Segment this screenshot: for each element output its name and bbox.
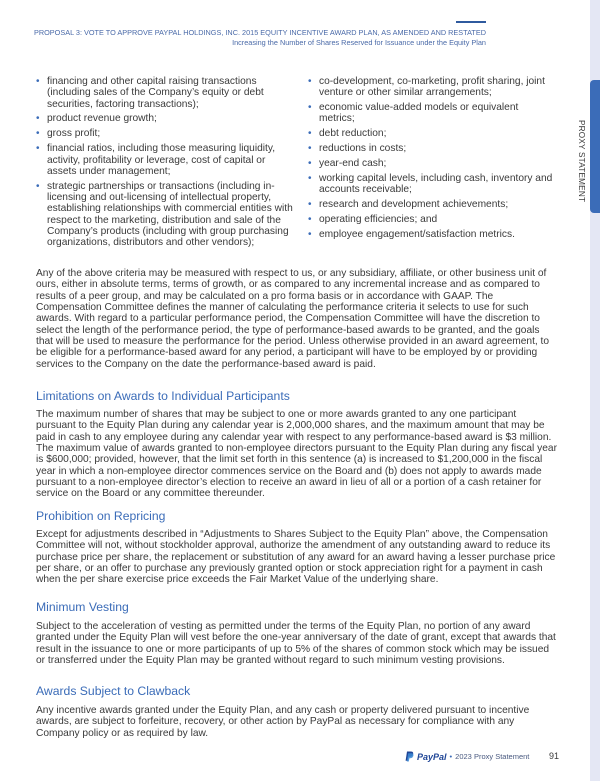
list-item: • research and development achievements;	[308, 199, 509, 211]
page-number: 91	[549, 751, 560, 761]
section-heading-vesting: Minimum Vesting	[36, 600, 129, 614]
bullet-icon: •	[36, 143, 40, 155]
section-body-limitations: The maximum number of shares that may be subject to one or more awards granted to any one participant pursuant to the Equity Plan during any calendar year is 2,000,000 shares, and the maximum amount that may be paid in cash to any employee during any calendar year with respect to any performance-based award is $3 million. The maximum value of awards granted to non-employee directors pursuant to the Equity Plan during any fiscal year is $600,000; provided, however, that the limit set forth in this sentence (a) is increased to $1,200,000 in the fiscal year in which a non-employee director commences service on the Board and (b) does not apply to awards made pursuant to a non-employee director’s election to receive an award in lieu of all or a portion of a cash retainer for service on the Board or any committee thereunder.	[36, 409, 557, 500]
section-heading-limitations: Limitations on Awards to Individual Participants	[36, 389, 290, 403]
bullet-icon: •	[308, 158, 312, 170]
page-footer	[405, 751, 529, 762]
list-item: • strategic partnerships or transactions (including in-licensing and out-licensing of intellectual property, establishing relationships with commercial entities with respect to the marketing, distribution and sale of the Company’s products (including with group purchasing organizations, distributors and other vendors);	[36, 180, 293, 249]
header-rule	[456, 21, 486, 23]
list-item: • co-development, co-marketing, profit sharing, joint venture or other similar arrangements;	[308, 76, 545, 99]
list-item: • year-end cash;	[308, 158, 387, 170]
bullet-icon: •	[308, 229, 312, 241]
bullet-icon: •	[308, 173, 312, 185]
list-item: • working capital levels, including cash, inventory and accounts receivable;	[308, 173, 553, 196]
list-item: • debt reduction;	[308, 128, 387, 140]
section-body-vesting: Subject to the acceleration of vesting as permitted under the terms of the Equity Plan, no portion of any award granted under the Equity Plan will vest before the one-year anniversary of the date of grant, except that awards that result in the issuance to one or more participants of up to 5% of the shares of common stock which may be issued or transferred under the Equity Plan may be granted without regard to such minimum vesting provisions.	[36, 621, 556, 667]
list-item: • employee engagement/satisfaction metrics.	[308, 229, 515, 241]
bullet-icon: •	[308, 143, 312, 155]
section-heading-repricing: Prohibition on Repricing	[36, 509, 166, 523]
section-heading-clawback: Awards Subject to Clawback	[36, 684, 191, 698]
footer-separator: •	[449, 752, 453, 761]
list-item: • operating efficiencies; and	[308, 214, 438, 226]
list-item: • economic value-added models or equivalent metrics;	[308, 102, 519, 125]
bullet-icon: •	[308, 199, 312, 211]
bullet-icon: •	[308, 214, 312, 226]
list-item: • reductions in costs;	[308, 143, 407, 155]
bullet-icon: •	[36, 76, 40, 87]
section-body-repricing: Except for adjustments described in “Adjustments to Shares Subject to the Equity Plan” above, the Compensation Committee will not, without stockholder approval, authorize the amendment of any outstanding award to reduce its purchase price per share, the replacement or substitution of any award for an award having a lesser purchase price per share, or an offer to purchase any previously granted option or stock appreciation right for a payment in cash when the per share exercise price exceeds the Fair Market Value of the underlying share.	[36, 529, 556, 586]
bullet-icon: •	[36, 180, 40, 192]
list-item: • financing and other capital raising transactions (including sales of the Company’s equity or debt securities, factoring transactions);	[36, 76, 264, 110]
page-header	[26, 28, 486, 48]
header-subtitle: Increasing the Number of Shares Reserved for Issuance under the Equity Plan	[232, 38, 486, 47]
list-item: • gross profit;	[36, 128, 101, 140]
criteria-list-right	[294, 76, 556, 252]
side-tab-label: PROXY STATEMENT	[577, 120, 586, 203]
paypal-wordmark: PayPal	[417, 751, 447, 762]
bullet-icon: •	[308, 76, 312, 87]
bullet-icon: •	[36, 113, 40, 125]
criteria-lists	[36, 76, 556, 252]
criteria-paragraph: Any of the above criteria may be measured with respect to us, or any subsidiary, affiliate, or other business unit of ours, either in absolute terms, terms of growth, or as compared to any incremental increase and as compared to results of a peer group, and may be calculated on a pro forma basis or in accordance with GAAP. The Compensation Committee defines the manner of calculating the performance criteria it selects to use for such awards. With regard to a particular performance period, the Compensation Committee will have the discretion to select the length of the performance period, the type of performance-based awards to be granted, and the goals that will be used to measure the performance for the period. Unless otherwise provided in an award agreement, to be eligible for a performance-based award for any period, a participant will have to be employed by or providing services to the Company on the date the performance-based award is paid.	[36, 268, 550, 370]
bullet-icon: •	[308, 128, 312, 140]
list-item: • product revenue growth;	[36, 113, 157, 125]
section-tab-marker	[590, 80, 600, 213]
list-item: • financial ratios, including those measuring liquidity, activity, profitability or leverage, cost of capital or assets under management;	[36, 143, 276, 177]
bullet-icon: •	[308, 102, 312, 114]
bullet-icon: •	[36, 128, 40, 140]
paypal-logo-icon	[405, 751, 414, 762]
header-title: PROPOSAL 3: VOTE TO APPROVE PAYPAL HOLDINGS, INC. 2015 EQUITY INCENTIVE AWARD PLAN, AS AMENDED AND RESTATED	[34, 28, 486, 37]
footer-doc-name: 2023 Proxy Statement	[455, 752, 530, 761]
criteria-list-left	[36, 76, 294, 252]
section-body-clawback: Any incentive awards granted under the Equity Plan, and any cash or property delivered pursuant to incentive awards, are subject to forfeiture, recovery, or other action by PayPal as necessary for compliance with any Company policy or as required by law.	[36, 705, 530, 739]
